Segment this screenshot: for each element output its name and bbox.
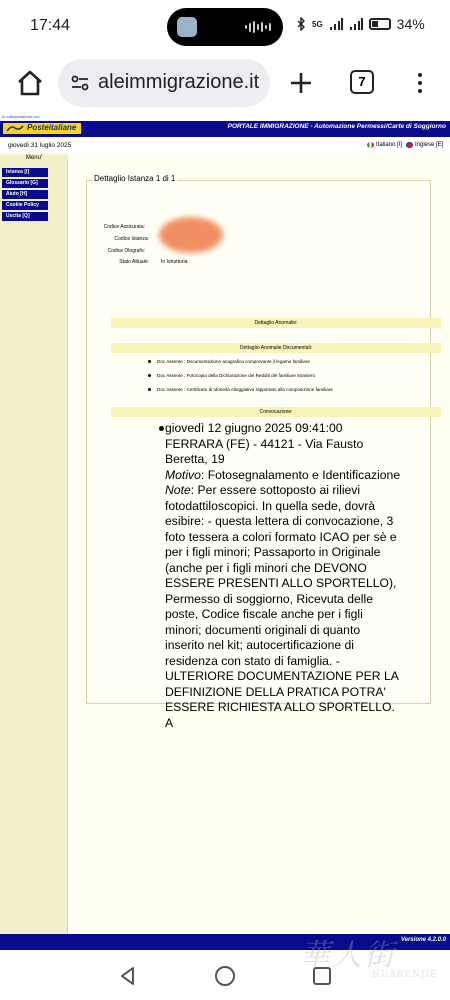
browser-toolbar bbox=[0, 56, 450, 112]
sidebar-title: Menu' bbox=[0, 155, 68, 161]
network-label: 5G bbox=[312, 19, 323, 29]
convocazione-note: Note: Per essere sottoposto ai rilievi fotodattiloscopici. In quella sede, dovrà esibire: - questa lettera di convocazione, 3 foto tessera a colori formato ICAO per sè e per i figli minori; Passaporto in Originale (anche per i figli minori che DEVONO ESSERE PRESENTI ALLO SPORTELLO), Permesso di soggiorno, Ricevuta delle poste, Codice fiscale anche per i figli minori; documenti originali di quanto inserito nel kit; autocertificazione di residenza con stato di famiglia. - ULTERIORE DOCUMENTAZIONE PER LA DEFINIZIONE DELLA PRATICA POTRA' ESSERE RICHIESTA ALLO SPORTELLO. A bbox=[165, 483, 399, 730]
back-icon[interactable] bbox=[118, 966, 138, 986]
logo-text: Posteitaliane bbox=[27, 123, 77, 132]
battery-percent: 34% bbox=[396, 16, 425, 32]
sidebar-item-istanza[interactable]: Istanza [I] bbox=[2, 168, 48, 177]
codice-assicurata-label: Codice Assicurata: bbox=[103, 224, 145, 230]
main-content bbox=[70, 154, 450, 934]
watermark bbox=[300, 930, 440, 992]
sidebar-item-glossario[interactable]: Glossario [G] bbox=[2, 179, 48, 188]
uk-flag-icon bbox=[406, 142, 413, 148]
document-item: Doc Assente : Certificato di Idoneità Alloggiativa rapportato alla composizione familiare bbox=[157, 387, 333, 392]
battery-icon bbox=[369, 18, 391, 30]
date-row bbox=[0, 137, 450, 155]
detail-legend: Dettaglio Istanza 1 di 1 bbox=[94, 174, 176, 183]
site-header bbox=[0, 121, 450, 137]
motivo-label: Motivo bbox=[165, 467, 201, 482]
site-settings-icon[interactable] bbox=[70, 73, 90, 93]
audio-wave-icon bbox=[245, 21, 273, 33]
anomalie-documentali-header: Dettaglio Anomalie Documentali: bbox=[111, 343, 441, 353]
sidebar bbox=[0, 154, 68, 934]
address-bar[interactable] bbox=[58, 59, 270, 107]
web-page bbox=[0, 112, 450, 952]
sidebar-item-cookie-policy[interactable]: Cookie Policy bbox=[2, 201, 48, 210]
codice-istanza-label: Codice Istanza: bbox=[114, 236, 149, 242]
language-italian[interactable] bbox=[367, 142, 402, 148]
anomalie-header: Dettaglio Anomalie: bbox=[111, 318, 441, 328]
bullet-icon bbox=[159, 426, 164, 431]
language-english[interactable] bbox=[406, 142, 443, 148]
watermark-text: 華人街 bbox=[300, 938, 396, 973]
status-icons bbox=[296, 16, 425, 32]
status-time: 17:44 bbox=[30, 17, 71, 34]
convocazione-details bbox=[165, 421, 401, 731]
portal-title: PORTALE IMMIGRAZIONE - Automazione Permessi/Carte di Soggiorno bbox=[227, 123, 446, 130]
detail-panel bbox=[86, 180, 431, 730]
watermark-subtext: HUARENJIE bbox=[372, 970, 438, 980]
dynamic-island bbox=[167, 8, 283, 46]
current-date: giovedì 31 luglio 2025 bbox=[8, 142, 72, 149]
signal-icon bbox=[329, 17, 343, 31]
convocazione-motivo: Motivo: Fotosegnalamento e Identificazione bbox=[165, 467, 401, 482]
convocazione-place: FERRARA (FE) - 44121 - Via Fausto Beretta, 19 bbox=[165, 436, 364, 466]
note-label: Note bbox=[165, 483, 191, 497]
language-english-label[interactable]: Inglese [E] bbox=[415, 142, 444, 148]
sidebar-menu bbox=[2, 168, 48, 223]
status-bar bbox=[0, 0, 450, 56]
url-text[interactable]: aleimmigrazione.it bbox=[98, 71, 260, 93]
sidebar-item-uscita[interactable]: Uscita [Q] bbox=[2, 212, 48, 221]
codice-olografo-label: Codice Olografo: bbox=[107, 248, 145, 254]
stato-label: Stato Attuale: bbox=[119, 259, 149, 265]
language-italian-label[interactable]: Italiano [I] bbox=[376, 142, 403, 148]
media-thumbnail bbox=[177, 17, 197, 37]
motivo-value: Fotosegnalamento e Identificazione bbox=[207, 467, 401, 482]
document-item: Doc Assente : Documentazione anagrafica comprovante il legame familiare bbox=[157, 359, 310, 364]
convocazione-datetime: giovedì 12 giugno 2025 09:41:00 bbox=[165, 421, 343, 435]
note-value: Per essere sottoposto ai rilievi fotodattiloscopici. In quella sede, dovrà esibire: - questa lettera di convocazione, 3 foto tessera a colori formato ICAO per sè e per i figli minori; Passaporto in Originale (anche per i figli minori che DEVONO ESSERE PRESENTI ALLO SPORTELLO), Permesso di soggiorno, Ricevuta delle poste, Codice fiscale anche per i figli minori; documenti originali di quanto inserito nel kit; autocertificazione di residenza con stato di famiglia. - ULTERIORE DOCUMENTAZIONE PER LA DEFINIZIONE DELLA PRATICA POTRA' ESSERE RICHIESTA ALLO SPORTELLO. A bbox=[165, 483, 399, 730]
version-label: Versione 4.2.0.0 bbox=[400, 937, 446, 943]
tab-switcher-button[interactable]: 7 bbox=[350, 70, 374, 94]
home-icon[interactable] bbox=[15, 68, 45, 98]
convocazione-header: Convocazione: bbox=[111, 407, 441, 417]
signal-icon-2 bbox=[349, 17, 363, 31]
new-tab-icon[interactable] bbox=[288, 70, 314, 96]
poste-logo bbox=[3, 123, 81, 134]
redaction-overlay bbox=[159, 217, 223, 253]
document-item: Doc Assente : Fotocopia della Dichiarazione dei Redditi del familiare straniero bbox=[157, 373, 316, 378]
partner-link[interactable]: in collaborazione con bbox=[2, 114, 40, 119]
overflow-menu-icon[interactable] bbox=[414, 70, 426, 98]
home-nav-icon[interactable] bbox=[215, 966, 235, 986]
sidebar-item-aiuto[interactable]: Aiuto [H] bbox=[2, 190, 48, 199]
bluetooth-icon bbox=[296, 17, 306, 31]
poste-logo-icon bbox=[5, 123, 25, 134]
italy-flag-icon bbox=[367, 142, 374, 148]
stato-value: In Istruttoria bbox=[161, 259, 188, 265]
